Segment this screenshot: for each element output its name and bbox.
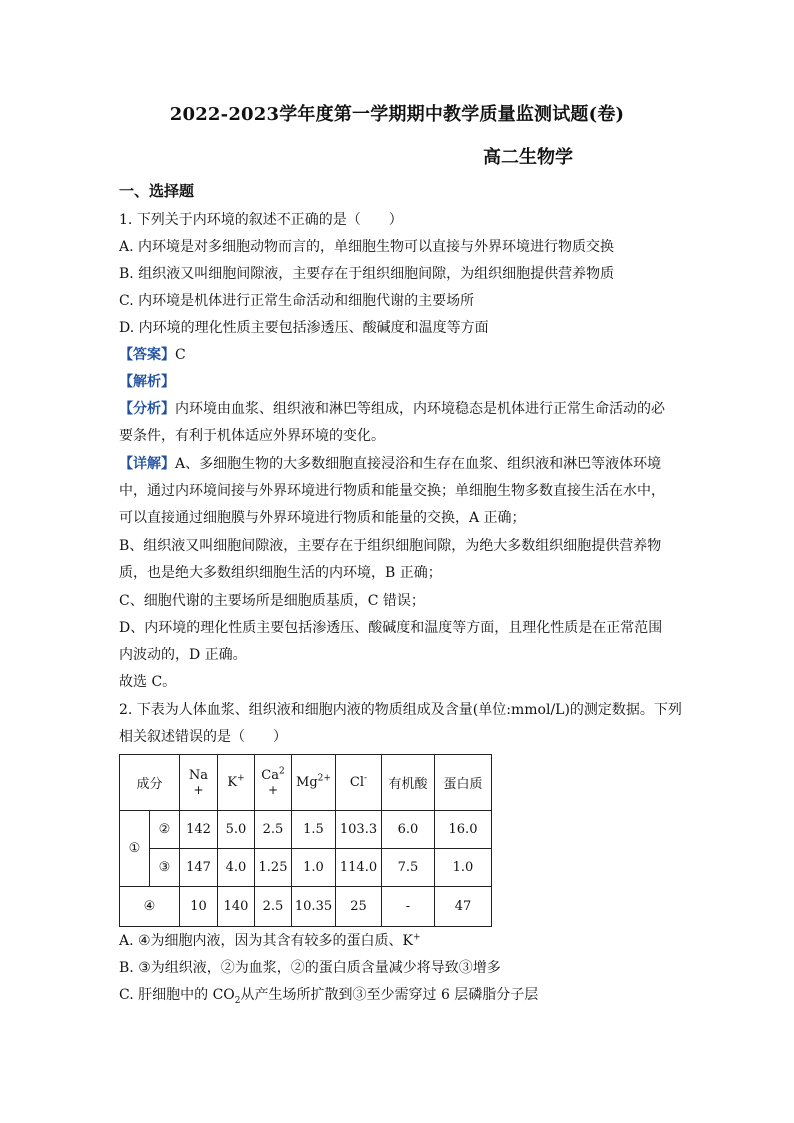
q2-option-c: C. 肝细胞中的 $CO_2$从产生场所扩散到③至少需穿过 6 层磷脂分子层 [119,987,539,1006]
header-protein: 蛋白质 [435,755,492,811]
header-mg: $Mg^{2+}$ [292,755,336,811]
q2-option-b: B. ③为组织液，②为血浆，②的蛋白质含量减少将导致③增多 [119,960,501,976]
cell: - [382,887,435,927]
cell: 114.0 [336,849,382,887]
subject-title: 高二生物学 [483,147,573,168]
q1-option-c: C. 内环境是机体进行正常生命活动和细胞代谢的主要场所 [119,293,475,309]
q2-stem-line-1: 2. 下表为人体血浆、组织液和细胞内液的物质组成及含量(单位:mmol/L)的测定数据。下列 [119,702,682,718]
q1-conclusion: 故选 C。 [119,674,177,690]
cell: 2.5 [255,887,292,927]
q2-stem-line-2: 相关叙述错误的是（ ） [119,729,287,745]
composition-table [119,754,492,927]
cell: 1.25 [255,849,292,887]
cell: 2.5 [255,811,292,849]
group-label: ① [120,811,150,887]
q1-option-d: D. 内环境的理化性质主要包括渗透压、酸碱度和温度等方面 [119,320,489,336]
answer-value: C [175,347,186,363]
q1-xiangjie-line-2: 中，通过内环境间接与外界环境进行物质和能量交换；单细胞生物多数直接生活在水中， [119,483,665,499]
table-header-row [120,755,492,811]
q1-xiangjie-line-5: 质，也是绝大多数组织细胞生活的内环境，B 正确； [119,565,442,581]
section-heading: 一、选择题 [119,182,195,200]
analysis-tag: 【解析】 [119,374,175,390]
cell: 1.0 [435,849,492,887]
answer-tag: 【答案】 [119,347,175,363]
cell: 47 [435,887,492,927]
q1-answer-line [119,346,186,364]
cell: 4.0 [218,849,255,887]
xiangjie-tag: 【详解】 [119,456,175,472]
table-row [120,887,492,927]
row-label: ④ [120,887,180,927]
cell: 25 [336,887,382,927]
cell: 147 [180,849,218,887]
cell: 10 [180,887,218,927]
cell: 140 [218,887,255,927]
header-cl: Cl- [336,755,382,811]
q1-fenxi-line-1 [119,400,665,418]
table-row [120,849,492,887]
q1-stem: 1. 下列关于内环境的叙述不正确的是（ ） [119,212,403,228]
header-na: Na + [180,755,218,811]
cell: 103.3 [336,811,382,849]
cell: 7.5 [382,849,435,887]
header-k: K+ [218,755,255,811]
cell: 5.0 [218,811,255,849]
table-row [120,811,492,849]
q1-xiangjie-line-8: 内波动的，D 正确。 [119,647,247,663]
q1-xiangjie-line-3: 可以直接通过细胞膜与外界环境进行物质和能量的交换，A 正确； [119,510,526,526]
q2-option-a: A. ④为细胞内液，因为其含有较多的蛋白质、K+ [119,932,421,949]
exam-title: 2022-2023学年度第一学期期中教学质量监测试题(卷) [169,104,625,125]
cell: 16.0 [435,811,492,849]
cell: 142 [180,811,218,849]
q1-option-b: B. 组织液又叫细胞间隙液，主要存在于组织细胞间隙，为组织细胞提供营养物质 [119,266,615,282]
header-component: 成分 [120,755,180,811]
cell: 6.0 [382,811,435,849]
row-label: ② [150,811,180,849]
cell: 10.35 [292,887,336,927]
fenxi-text-1: 内环境由血浆、组织液和淋巴等组成，内环境稳态是机体进行正常生命活动的必 [175,401,665,417]
cell: 1.5 [292,811,336,849]
q1-xiangjie-line-4: B、组织液又叫细胞间隙液，主要存在于组织细胞间隙，为绝大多数组织细胞提供营养物 [119,538,662,554]
q1-option-a: A. 内环境是对多细胞动物而言的，单细胞生物可以直接与外界环境进行物质交换 [119,239,615,255]
q1-xiangjie-line-1 [119,455,661,473]
cell: 1.0 [292,849,336,887]
row-label: ③ [150,849,180,887]
header-ca: $Ca^2$ + [255,755,292,811]
fenxi-tag: 【分析】 [119,401,175,417]
q1-xiangjie-line-7: D、内环境的理化性质主要包括渗透压、酸碱度和温度等方面，且理化性质是在正常范围 [119,620,663,636]
header-organic-acid: 有机酸 [382,755,435,811]
q1-analysis-heading [119,373,175,391]
xiangjie-text-1: A、多细胞生物的大多数细胞直接浸浴和生存在血浆、组织液和淋巴等液体环境 [175,456,662,472]
q1-xiangjie-line-6: C、细胞代谢的主要场所是细胞质基质，C 错误； [119,593,425,609]
q1-fenxi-line-2: 要条件，有利于机体适应外界环境的变化。 [119,428,385,444]
